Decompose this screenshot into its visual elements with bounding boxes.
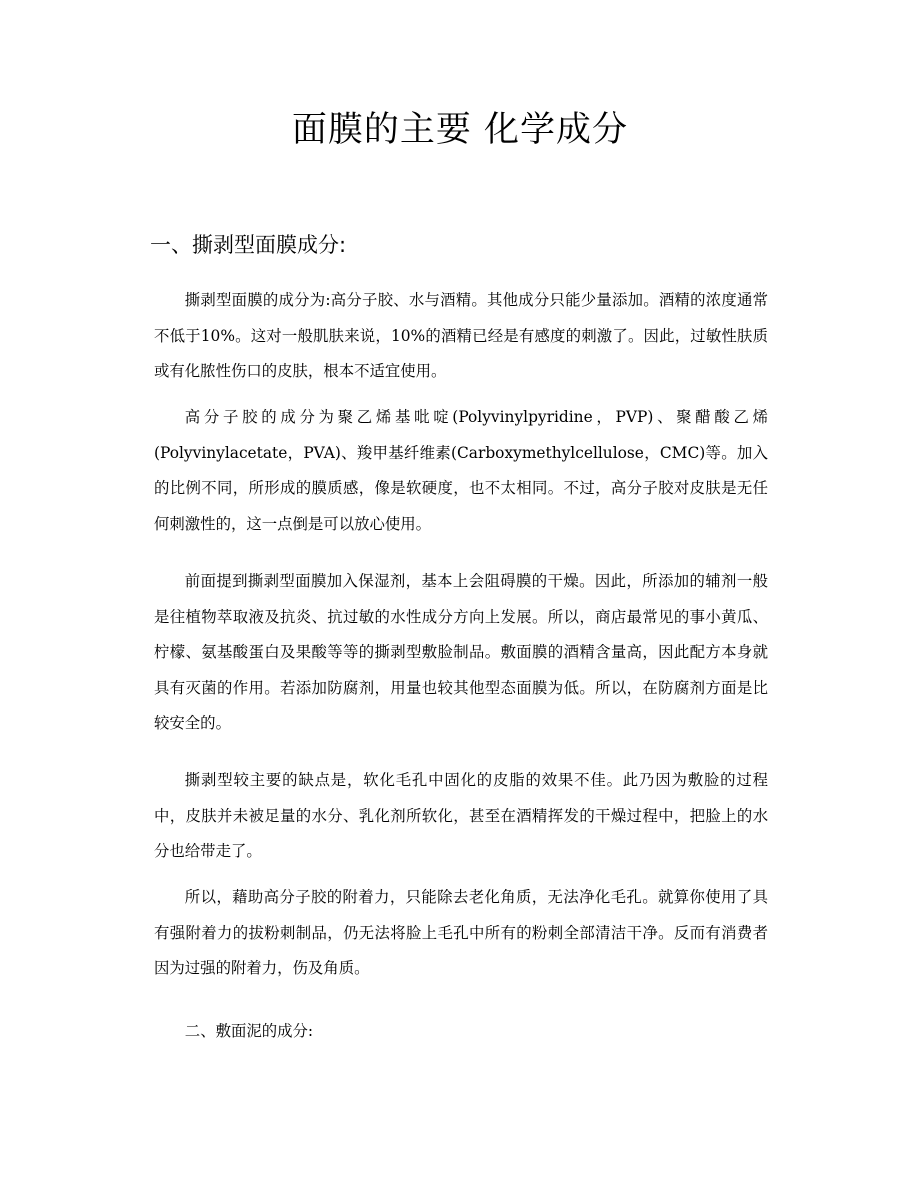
paragraph-additives: 前面提到撕剥型面膜加入保湿剂，基本上会阻碍膜的干燥。因此，所添加的辅剂一般是往植物萃取液及抗炎、抗过敏的水性成分方向上发展。所以，商店最常见的事小黄瓜、柠檬、氨基酸蛋白及果酸等等的撕剥型敷脸制品。敷面膜的酒精含量高，因此配方本身就具有灭菌的作用。若添加防腐剂，用量也较其他型态面膜为低。所以，在防腐剂方面是比较安全的。 [154, 572, 768, 732]
document-title: 面膜的主要 化学成分 [291, 110, 629, 150]
section-heading-peel-off: 一、撕剥型面膜成分: [150, 233, 347, 257]
paragraph-pores: 所以，藉助高分子胶的附着力，只能除去老化角质，无法净化毛孔。就算你使用了具有强附着力的拔粉刺制品，仍无法将脸上毛孔中所有的粉刺全部清洁干净。反而有消费者因为过强的附着力，伤及角质。 [154, 888, 768, 977]
paragraph-polymer-gel: 高分子胶的成分为聚乙烯基吡啶(Polyvinylpyridine，PVP)、聚醋酸乙烯(Polyvinylacetate，PVA)、羧甲基纤维素(Carboxymethylcellulose，CMC)等。加入的比例不同，所形成的膜质感，像是软硬度，也不太相同。不过，高分子胶对皮肤是无任何刺激性的，这一点倒是可以放心使用。 [154, 408, 768, 533]
section-heading-clay-mask: 二、敷面泥的成分: [184, 1022, 314, 1040]
paragraph-composition: 撕剥型面膜的成分为:高分子胶、水与酒精。其他成分只能少量添加。酒精的浓度通常不低于10%。这对一般肌肤来说，10%的酒精已经是有感度的刺激了。因此，过敏性肤质或有化脓性伤口的皮肤，根本不适宜使用。 [154, 291, 768, 380]
paragraph-drawbacks: 撕剥型较主要的缺点是，软化毛孔中固化的皮脂的效果不佳。此乃因为敷脸的过程中，皮肤并未被足量的水分、乳化剂所软化，甚至在酒精挥发的干燥过程中，把脸上的水分也给带走了。 [154, 771, 768, 860]
